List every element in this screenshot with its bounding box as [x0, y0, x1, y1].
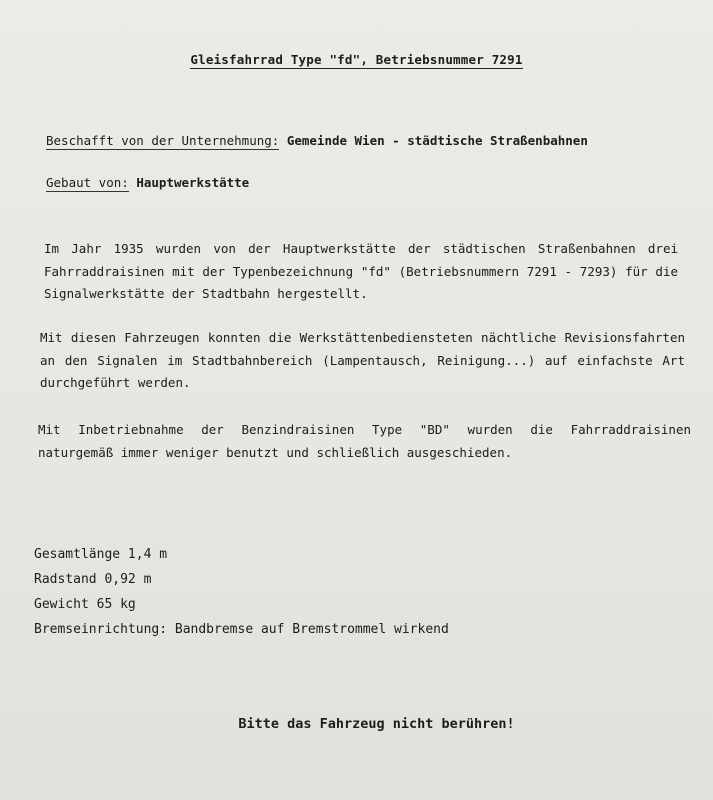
document-title-text: Gleisfahrrad Type "fd", Betriebsnummer 7291	[190, 52, 523, 67]
spec-total-length: Gesamtlänge 1,4 m	[34, 547, 168, 562]
procured-by-line	[46, 133, 588, 148]
do-not-touch-notice: Bitte das Fahrzeug nicht berühren!	[238, 716, 515, 732]
spec-brake: Bremseinrichtung: Bandbremse auf Bremstrommel wirkend	[34, 622, 449, 637]
procured-by-value: Gemeinde Wien - städtische Straßenbahnen	[286, 133, 588, 148]
procured-by-label: Beschafft von der Unternehmung:	[46, 133, 280, 148]
built-by-value: Hauptwerkstätte	[136, 175, 250, 190]
built-by-line	[46, 175, 249, 190]
specifications-list	[34, 542, 449, 642]
document-title	[0, 52, 713, 67]
paragraph-retirement: Mit Inbetriebnahme der Benzindraisinen Type "BD" wurden die Fahrraddraisinen naturgemäß immer weniger benutzt und schließlich ausgeschieden.	[38, 422, 691, 460]
built-by-label: Gebaut von:	[46, 175, 129, 190]
spec-weight: Gewicht 65 kg	[34, 597, 136, 612]
paragraph-usage: Mit diesen Fahrzeugen konnten die Werkstättenbediensteten nächtliche Revisionsfahrten an den Signalen im Stadtbahnbereich (Lampentausch, Reinigung...) auf einfachste Art durchgeführt werden.	[40, 330, 685, 390]
paragraph-history: Im Jahr 1935 wurden von der Hauptwerkstätte der städtischen Straßenbahnen drei Fahrraddraisinen mit der Typenbezeichnung "fd" (Betriebsnummern 7291 - 7293) für die Signalwerkstätte der Stadtbahn hergestellt.	[44, 241, 678, 301]
spec-wheelbase: Radstand 0,92 m	[34, 572, 152, 587]
